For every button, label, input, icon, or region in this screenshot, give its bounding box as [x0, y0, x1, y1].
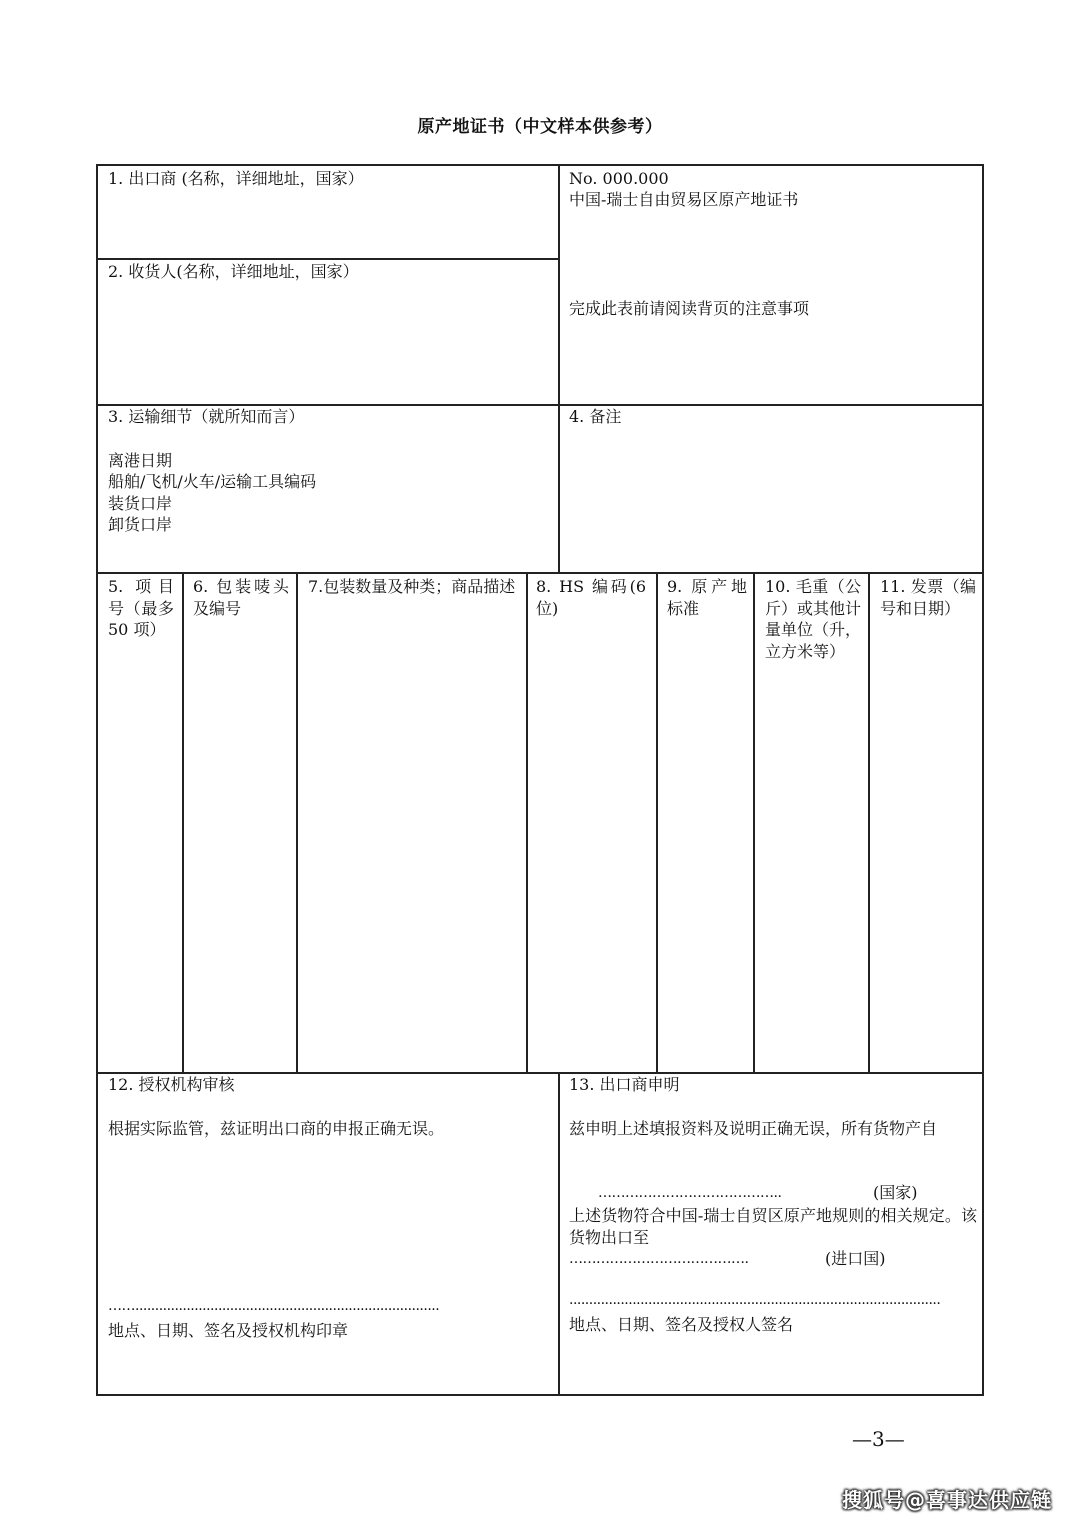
reading-notice: 完成此表前请阅读背页的注意事项 — [569, 299, 810, 318]
column-header-hs-code: 8. HS 编码(6 位) — [536, 577, 646, 618]
declaration-signature-line: .............................................................................................. — [569, 1292, 941, 1308]
certification-statement: 根据实际监管，兹证明出口商的申报正确无误。 — [108, 1119, 445, 1138]
transport-label: 3. 运输细节（就所知而言） — [108, 407, 305, 426]
page-number: —3— — [852, 1427, 905, 1451]
exporter-label: 1. 出口商 (名称，详细地址，国家） — [108, 169, 364, 188]
importing-country-line: …………………………………. — [569, 1251, 749, 1267]
watermark: 搜狐号@喜事达供应链 — [842, 1488, 1052, 1512]
divider-main-vertical-top — [558, 166, 560, 573]
divider-col-9-10 — [753, 572, 755, 1072]
departure-date-label: 离港日期 — [108, 451, 173, 470]
document-title: 原产地证书（中文样本供参考） — [417, 117, 663, 137]
certification-signature-line: ……............................................................................. — [108, 1298, 440, 1314]
vessel-label: 船舶/飞机/火车/运输工具编码 — [108, 472, 317, 491]
importing-country-label: (进口国) — [825, 1249, 886, 1268]
discharge-port-label: 卸货口岸 — [108, 515, 173, 534]
remarks-label: 4. 备注 — [569, 407, 622, 426]
column-header-description: 7.包装数量及种类；商品描述 — [308, 577, 516, 596]
divider-col-7-8 — [526, 572, 528, 1072]
certification-signature-label: 地点、日期、签名及授权机构印章 — [108, 1321, 349, 1340]
certificate-form — [96, 164, 984, 1396]
consignee-label: 2. 收货人(名称，详细地址，国家） — [108, 262, 359, 281]
divider-col-10-11 — [868, 572, 870, 1072]
declaration-label: 13. 出口商申明 — [569, 1075, 680, 1094]
column-header-item-number: 5. 项目号（最多 50 项） — [108, 577, 174, 639]
loading-port-label: 装货口岸 — [108, 494, 173, 513]
column-header-invoice: 11. 发票（编号和日期） — [880, 577, 976, 618]
declaration-statement: 兹申明上述填报资料及说明正确无误，所有货物产自 — [569, 1119, 938, 1138]
column-header-marks: 6. 包装唛头及编号 — [193, 577, 289, 618]
divider-row2-columns — [98, 572, 984, 574]
divider-col-8-9 — [656, 572, 658, 1072]
divider-col-6-7 — [296, 572, 298, 1072]
divider-main-vertical-bottom — [558, 1072, 560, 1396]
certificate-title: 中国-瑞士自由贸易区原产地证书 — [569, 190, 799, 209]
divider-col-5-6 — [182, 572, 184, 1072]
certification-label: 12. 授权机构审核 — [108, 1075, 235, 1094]
divider-box1-box2 — [98, 258, 559, 260]
rules-compliance-statement: 上述货物符合中国-瑞士自贸区原产地规则的相关规定。该货物出口至 — [569, 1206, 977, 1247]
origin-country-line: ………………………………….. — [598, 1185, 782, 1201]
declaration-signature-label: 地点、日期、签名及授权人签名 — [569, 1315, 794, 1334]
certificate-number: No. 000.000 — [569, 169, 669, 188]
column-header-weight: 10. 毛重（公斤）或其他计量单位（升，立方米等） — [765, 577, 862, 661]
origin-country-label: (国家) — [873, 1183, 918, 1202]
column-header-origin-criterion: 9. 原产地标准 — [667, 577, 747, 618]
